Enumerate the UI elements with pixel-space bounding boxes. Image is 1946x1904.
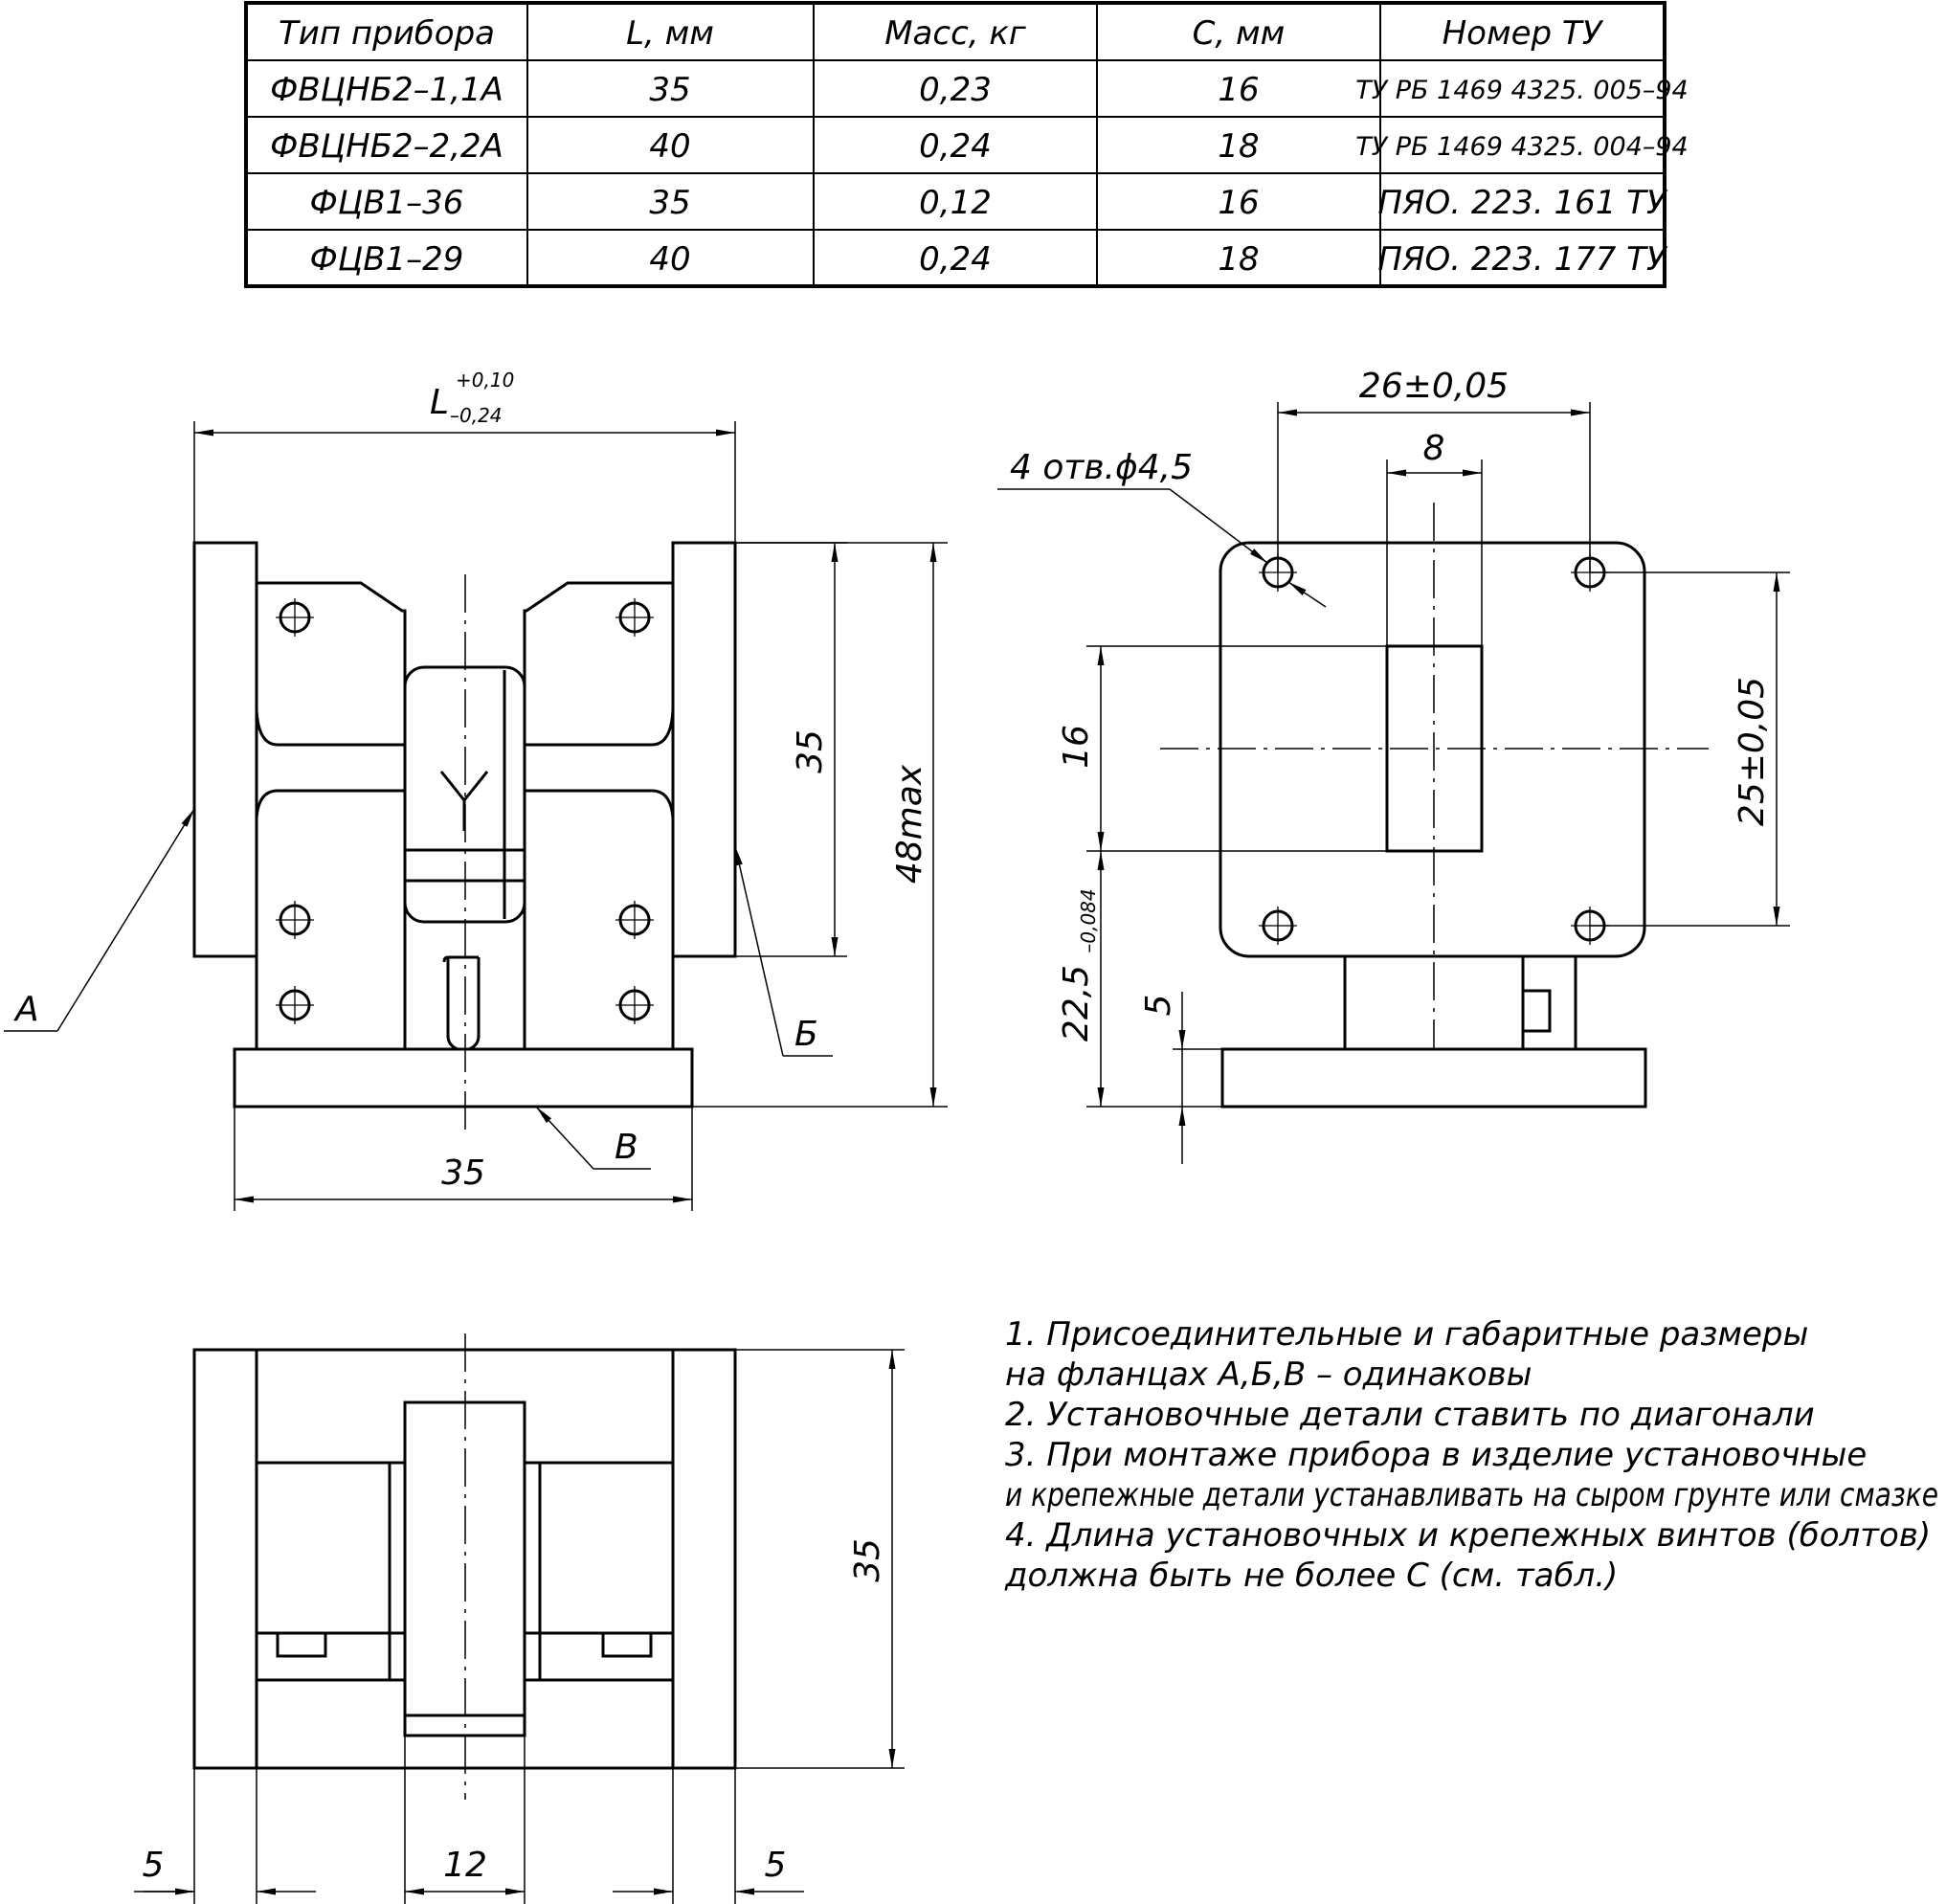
table-cell: ФВЦНБ2–1,1А [270,71,503,109]
flange-b [673,543,735,956]
flange-b-label: Б [794,1015,818,1054]
note-line: 3. При монтаже прибора в изделие установочные [1005,1436,1868,1474]
top-view [134,1333,905,1904]
table-cell: ТУ РБ 1469 4325. 004–94 [1355,132,1689,162]
note-line: и крепежные детали устанавливать на сыром грунте или смазке [1005,1476,1938,1514]
dim-top-left: 5 [142,1846,165,1885]
table-cell: 0,12 [919,184,992,222]
table-cell: ПЯО. 223. 177 ТУ [1377,240,1666,279]
dim-top-center: 12 [443,1846,487,1885]
notes [1004,1315,1938,1595]
flange-a [194,543,257,956]
length-tol-upper: +0,10 [456,369,515,392]
table-cell: 18 [1218,240,1260,279]
dim-hole-spacing-h: 26±0,05 [1358,367,1510,406]
dim-height-inner: 35 [791,729,830,773]
table-header: Масс, кг [884,14,1026,53]
flange-a-label: А [15,990,39,1029]
table-cell: 0,24 [919,127,992,166]
dim-window-width: 8 [1422,429,1445,468]
note-line: на фланцах А,Б,В – одинаковы [1005,1355,1532,1394]
front-view [4,369,948,1211]
table-cell: 40 [649,240,691,279]
table-cell: 18 [1218,127,1260,166]
table-cell: 0,23 [919,71,992,109]
table-cell: 16 [1218,71,1260,109]
flange-v-label: В [615,1128,638,1167]
dim-height-max: 48max [890,764,929,885]
dim-top-right: 5 [764,1846,787,1885]
table-cell: ФЦВ1–29 [309,240,464,279]
table-cell: 35 [649,184,691,222]
table-cell: 16 [1218,184,1260,222]
side-view [997,367,1790,1164]
dim-top-height: 35 [848,1538,887,1582]
dim-base-height: 22,5 [1057,964,1096,1042]
table-cell: ТУ РБ 1469 4325. 005–94 [1355,76,1689,105]
table-header: С, мм [1192,14,1286,53]
table-cell: ФВЦНБ2–2,2А [270,127,503,166]
table-cell: ПЯО. 223. 161 ТУ [1377,184,1666,222]
dim-base-height-tol: –0,084 [1077,888,1100,953]
table-cell: 35 [649,71,691,109]
table-header: Номер ТУ [1442,14,1602,53]
dim-window-height: 16 [1057,725,1096,769]
table-cell: 40 [649,127,691,166]
table-cell: ФЦВ1–36 [309,184,464,222]
flange-plate [1220,543,1644,956]
note-line: должна быть не более С (см. табл.) [1005,1557,1619,1595]
table-header: L, мм [626,14,714,53]
base-flange [1222,1049,1645,1107]
dim-width-bottom: 35 [441,1154,485,1193]
note-line: 4. Длина установочных и крепежных винтов (болтов) [1005,1516,1932,1555]
holes-label: 4 отв.ϕ4,5 [1010,448,1194,487]
table-cell: 0,24 [919,240,992,279]
flange-v [235,1049,692,1107]
note-line: 2. Установочные детали ставить по диагонали [1005,1396,1815,1434]
length-label: L [430,383,450,422]
table-header: Тип прибора [279,14,495,53]
circulator-y-symbol [441,772,487,831]
spec-table [246,3,1689,286]
length-tol-lower: –0,24 [450,404,503,427]
note-line: 1. Присоединительные и габаритные размеры [1005,1315,1809,1354]
dim-foot: 5 [1139,994,1178,1017]
dim-hole-spacing-v: 25±0,05 [1733,676,1772,827]
